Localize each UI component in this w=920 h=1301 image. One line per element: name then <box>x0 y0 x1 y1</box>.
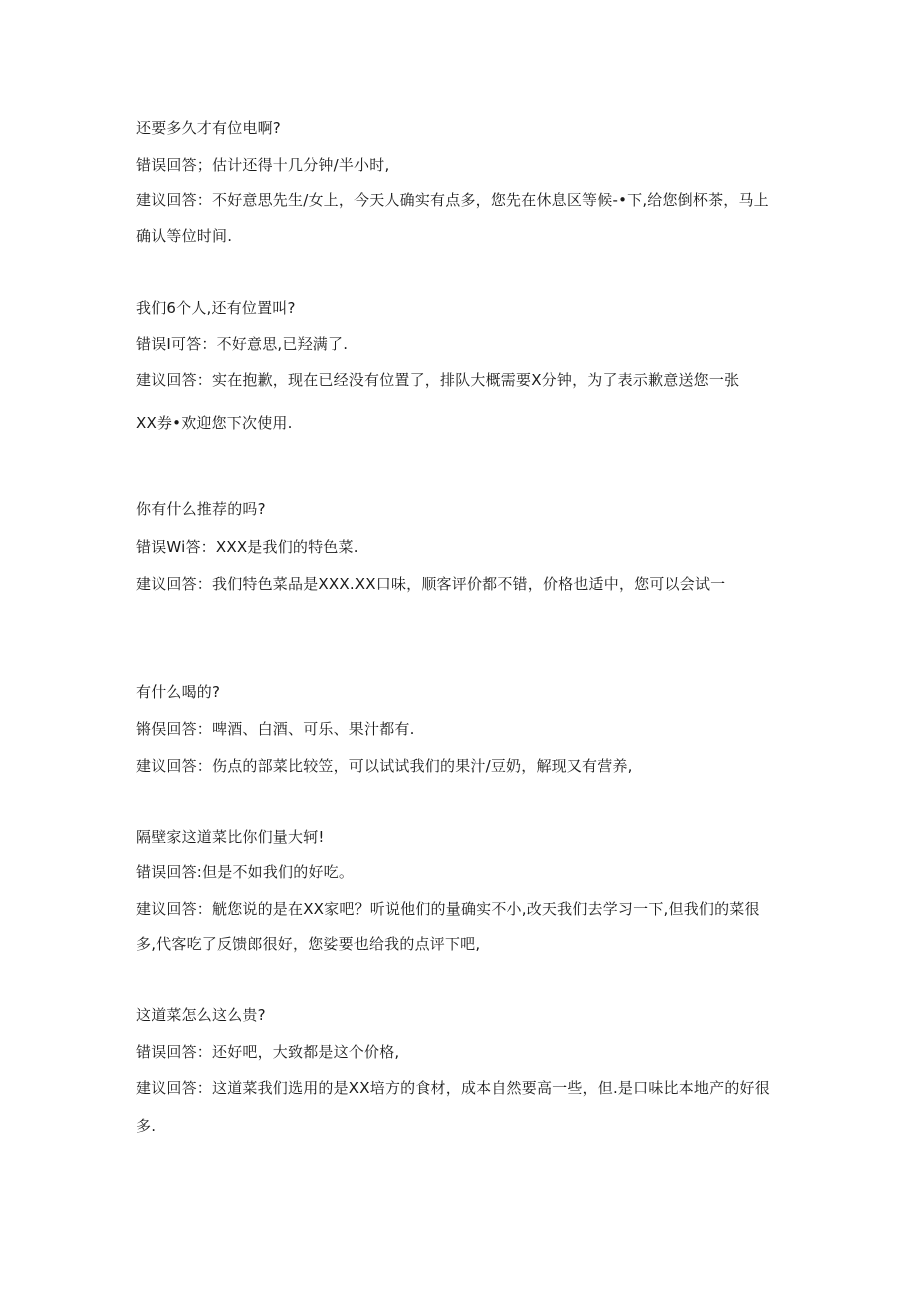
suggested-answer-5-cont: 多,代客吃了反馈郎很好，您娑要也给我的点评下吧, <box>136 935 481 953</box>
suggested-answer-2-cont: XX券•欢迎您下次使用. <box>136 414 293 432</box>
suggested-answer-1-cont: 确认等位时间. <box>136 227 233 245</box>
suggested-answer-6: 建议回答：这道菜我们选用的是XX培方的食材，成本自然要高一些，但.是口味比本地产的好很 <box>136 1079 770 1097</box>
wrong-answer-6: 错误回答：还好吧，大致都是这个价格, <box>136 1043 400 1061</box>
wrong-answer-2: 错误I可答：不好意思,已羟满了. <box>136 335 349 353</box>
wrong-answer-5: 错误回答:但是不如我们的好吃。 <box>136 863 355 881</box>
question-4: 有什么喝的? <box>136 683 221 701</box>
suggested-answer-1: 建议回答：不好意思先生/女上，今天人确实有点多，您先在休息区等候-•下,给您倒杯茶，马上 <box>136 191 769 209</box>
suggested-answer-3: 建议回答：我们特色菜品是XXX.XX口味，顺客评价都不错，价格也适中，您可以会试一 <box>136 575 726 593</box>
question-1: 还要多久才有位电啊? <box>136 119 281 137</box>
wrong-answer-1: 错误回答；估计还得十几分钟/半小时, <box>136 156 390 174</box>
wrong-answer-4: 锵俣回答：啤酒、白酒、可乐、果汁都有. <box>136 720 415 738</box>
suggested-answer-4: 建议回答：伤点的部菜比较笠，可以试试我们的果汁/豆奶，解现又有营养, <box>136 757 633 775</box>
question-5: 隔壁家这道菜比你们量大轲! <box>136 828 325 846</box>
wrong-answer-3: 错误Wi答：XXX是我们的特色菜. <box>136 538 359 556</box>
suggested-answer-6-cont: 多. <box>136 1117 157 1135</box>
question-6: 这道菜怎么这么贵? <box>136 1006 266 1024</box>
question-2: 我们6个人,还有位置叫? <box>136 299 296 317</box>
suggested-answer-5: 建议回答：觥您说的是在XX家吧？听说他们的量确实不小,改天我们去学习一下,但我们的菜很 <box>136 900 760 918</box>
question-3: 你有什么推荐的吗? <box>136 500 266 518</box>
suggested-answer-2: 建议回答：实在抱歉，现在已经没有位置了，排队大概需要X分钟，为了表示歉意送您一张 <box>136 371 740 389</box>
